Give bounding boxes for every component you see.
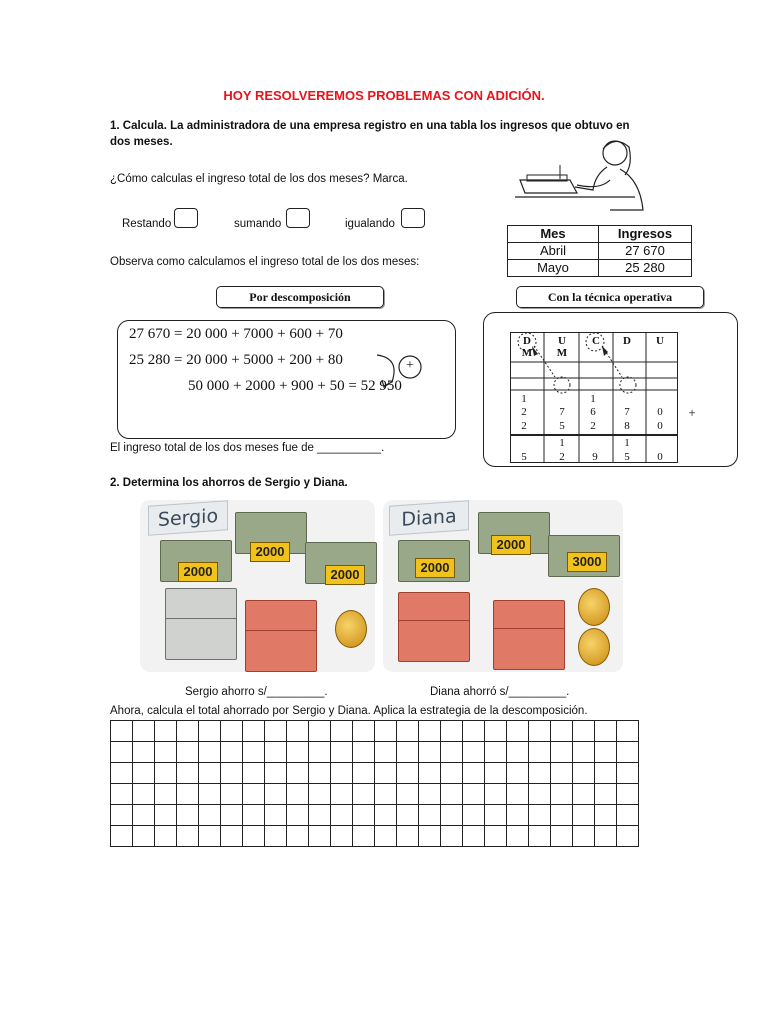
grid-cell[interactable] xyxy=(551,742,573,763)
grid-cell[interactable] xyxy=(507,784,529,805)
grid-cell[interactable] xyxy=(573,784,595,805)
grid-cell[interactable] xyxy=(485,784,507,805)
grid-cell[interactable] xyxy=(221,742,243,763)
grid-cell[interactable] xyxy=(265,763,287,784)
grid-cell[interactable] xyxy=(155,721,177,742)
grid-cell[interactable] xyxy=(287,826,309,847)
grid-cell[interactable] xyxy=(419,721,441,742)
sergio-money-image xyxy=(140,500,375,672)
bill-value-tag: 2000 xyxy=(415,558,455,578)
bill-value-tag: 2000 xyxy=(325,565,365,585)
grid-cell[interactable] xyxy=(331,826,353,847)
grid-row xyxy=(111,742,639,763)
grid-row xyxy=(111,784,639,805)
grid-cell[interactable] xyxy=(177,784,199,805)
grid-cell[interactable] xyxy=(529,721,551,742)
grid-cell[interactable] xyxy=(353,784,375,805)
q1-question: ¿Cómo calculas el ingreso total de los dos meses? Marca. xyxy=(110,173,408,185)
grid-cell[interactable] xyxy=(309,805,331,826)
grid-cell[interactable] xyxy=(309,784,331,805)
grid-cell[interactable] xyxy=(551,721,573,742)
grid-cell[interactable] xyxy=(221,805,243,826)
grid-cell[interactable] xyxy=(397,742,419,763)
page-title: HOY RESOLVEREMOS PROBLEMAS CON ADICIÓN. xyxy=(223,88,545,103)
grid-cell[interactable] xyxy=(287,742,309,763)
option-igualando-label: igualando xyxy=(345,218,395,230)
grid-cell[interactable] xyxy=(507,805,529,826)
grid-cell[interactable] xyxy=(595,784,617,805)
bill-value-tag: 2000 xyxy=(491,535,531,555)
grid-cell[interactable] xyxy=(111,763,133,784)
grid-cell[interactable] xyxy=(243,763,265,784)
grid-cell[interactable] xyxy=(463,763,485,784)
grid-cell[interactable] xyxy=(265,805,287,826)
grid-cell[interactable] xyxy=(177,826,199,847)
income-table xyxy=(507,225,692,277)
grid-cell[interactable] xyxy=(463,805,485,826)
grid-cell[interactable] xyxy=(243,784,265,805)
office-worker-illustration xyxy=(515,135,655,215)
sergio-answer-line: Sergio ahorro s/_________. xyxy=(185,686,328,698)
grid-cell[interactable] xyxy=(155,742,177,763)
grid-cell[interactable] xyxy=(265,721,287,742)
grid-cell[interactable] xyxy=(243,721,265,742)
option-restando-checkbox[interactable] xyxy=(174,208,198,228)
grid-cell[interactable] xyxy=(397,826,419,847)
digit: 2 xyxy=(590,420,596,432)
grid-cell[interactable] xyxy=(199,826,221,847)
bill-value-tag: 2000 xyxy=(250,542,290,562)
method-decomposition-label: Por descomposición xyxy=(216,286,384,308)
grid-cell[interactable] xyxy=(463,721,485,742)
grid-cell[interactable] xyxy=(331,805,353,826)
grid-cell[interactable] xyxy=(507,826,529,847)
carry-digit: 1 xyxy=(624,437,630,449)
grid-cell[interactable] xyxy=(397,763,419,784)
result-digit: 5 xyxy=(521,451,527,463)
place-header-u: U xyxy=(656,335,664,347)
diana-name-card: Diana xyxy=(389,500,469,536)
place-header-um: U M xyxy=(556,335,568,359)
grid-cell[interactable] xyxy=(111,784,133,805)
grid-cell[interactable] xyxy=(309,742,331,763)
grid-cell[interactable] xyxy=(265,742,287,763)
grid-cell[interactable] xyxy=(397,721,419,742)
grid-cell[interactable] xyxy=(287,784,309,805)
grid-cell[interactable] xyxy=(199,721,221,742)
grid-cell[interactable] xyxy=(133,784,155,805)
digit: 7 xyxy=(624,406,630,418)
grid-cell[interactable] xyxy=(441,805,463,826)
grid-cell[interactable] xyxy=(485,721,507,742)
equation-2: 25 280 = 20 000 + 5000 + 200 + 80 xyxy=(129,352,343,368)
bill-image xyxy=(398,620,470,662)
grid-cell[interactable] xyxy=(441,742,463,763)
op-plus-sign: + xyxy=(688,405,696,420)
grid-cell[interactable] xyxy=(441,826,463,847)
grid-cell[interactable] xyxy=(551,784,573,805)
grid-cell[interactable] xyxy=(375,763,397,784)
grid-cell[interactable] xyxy=(353,826,375,847)
grid-cell[interactable] xyxy=(199,763,221,784)
digit: 0 xyxy=(657,420,663,432)
bill-value-tag: 2000 xyxy=(178,562,218,582)
bill-value-tag: 3000 xyxy=(567,552,607,572)
grid-cell[interactable] xyxy=(595,721,617,742)
grid-cell[interactable] xyxy=(463,826,485,847)
grid-cell[interactable] xyxy=(331,763,353,784)
grid-cell[interactable] xyxy=(617,721,639,742)
grid-cell[interactable] xyxy=(265,826,287,847)
place-header-dm: D M xyxy=(521,335,533,359)
work-grid[interactable] xyxy=(110,720,639,847)
table-header: Ingresos xyxy=(599,226,692,243)
grid-cell[interactable] xyxy=(243,826,265,847)
grid-cell[interactable] xyxy=(265,784,287,805)
q2-instruction: Ahora, calcula el total ahorrado por Sergio y Diana. Aplica la estrategia de la descomposición. xyxy=(110,705,588,717)
digit: 8 xyxy=(624,420,630,432)
grid-cell[interactable] xyxy=(529,784,551,805)
grid-cell[interactable] xyxy=(529,805,551,826)
grid-cell[interactable] xyxy=(221,763,243,784)
grid-cell[interactable] xyxy=(375,805,397,826)
grid-cell[interactable] xyxy=(463,742,485,763)
grid-cell[interactable] xyxy=(199,742,221,763)
grid-cell[interactable] xyxy=(287,763,309,784)
q1-heading: 1. Calcula. La administradora de una empresa registro en una tabla los ingresos que obtuvo en dos meses. xyxy=(110,120,630,148)
grid-cell[interactable] xyxy=(485,763,507,784)
grid-cell[interactable] xyxy=(507,763,529,784)
grid-cell[interactable] xyxy=(111,721,133,742)
table-cell: 25 280 xyxy=(599,260,692,277)
coin-image xyxy=(578,628,610,666)
digit: 2 xyxy=(521,406,527,418)
equation-result: 50 000 + 2000 + 900 + 50 = 52 950 xyxy=(188,378,402,394)
grid-cell[interactable] xyxy=(375,826,397,847)
plus-sign: + xyxy=(406,358,414,373)
grid-cell[interactable] xyxy=(397,784,419,805)
grid-cell[interactable] xyxy=(199,805,221,826)
digit: 1 xyxy=(590,393,596,405)
grid-cell[interactable] xyxy=(617,763,639,784)
grid-cell[interactable] xyxy=(485,826,507,847)
option-sumando-checkbox[interactable] xyxy=(286,208,310,228)
digit: 2 xyxy=(521,420,527,432)
result-digit: 0 xyxy=(657,451,663,463)
sergio-name-card: Sergio xyxy=(148,500,228,536)
grid-cell[interactable] xyxy=(485,805,507,826)
grid-cell[interactable] xyxy=(573,742,595,763)
grid-cell[interactable] xyxy=(221,721,243,742)
grid-cell[interactable] xyxy=(551,763,573,784)
grid-cell[interactable] xyxy=(441,721,463,742)
table-cell: 27 670 xyxy=(599,243,692,260)
grid-cell[interactable] xyxy=(287,721,309,742)
grid-cell[interactable] xyxy=(309,826,331,847)
grid-cell[interactable] xyxy=(551,805,573,826)
grid-cell[interactable] xyxy=(617,826,639,847)
grid-row xyxy=(111,721,639,742)
grid-cell[interactable] xyxy=(507,721,529,742)
q2-heading: 2. Determina los ahorros de Sergio y Diana. xyxy=(110,477,348,489)
result-digit: 9 xyxy=(592,451,598,463)
carry-digit: 1 xyxy=(559,437,565,449)
bill-image xyxy=(165,618,237,660)
grid-cell[interactable] xyxy=(375,721,397,742)
grid-row xyxy=(111,763,639,784)
grid-cell[interactable] xyxy=(419,784,441,805)
grid-cell[interactable] xyxy=(177,742,199,763)
grid-cell[interactable] xyxy=(507,742,529,763)
diana-money-image xyxy=(383,500,623,672)
grid-cell[interactable] xyxy=(243,742,265,763)
result-digit: 5 xyxy=(624,451,630,463)
grid-cell[interactable] xyxy=(595,763,617,784)
grid-cell[interactable] xyxy=(243,805,265,826)
coin-image xyxy=(335,610,367,648)
grid-cell[interactable] xyxy=(221,826,243,847)
grid-cell[interactable] xyxy=(221,784,243,805)
grid-cell[interactable] xyxy=(441,763,463,784)
sum-arrow-icon xyxy=(372,350,432,395)
grid-cell[interactable] xyxy=(595,826,617,847)
option-igualando-checkbox[interactable] xyxy=(401,208,425,228)
grid-cell[interactable] xyxy=(155,826,177,847)
diana-answer-line: Diana ahorró s/_________. xyxy=(430,686,570,698)
digit: 1 xyxy=(521,393,527,405)
grid-cell[interactable] xyxy=(331,721,353,742)
option-restando-label: Restando xyxy=(122,218,172,230)
grid-cell[interactable] xyxy=(397,805,419,826)
grid-cell[interactable] xyxy=(551,826,573,847)
grid-cell[interactable] xyxy=(155,805,177,826)
equation-1: 27 670 = 20 000 + 7000 + 600 + 70 xyxy=(129,326,343,342)
table-header: Mes xyxy=(508,226,599,243)
digit: 5 xyxy=(559,420,565,432)
grid-cell[interactable] xyxy=(573,721,595,742)
grid-cell[interactable] xyxy=(133,742,155,763)
observe-text: Observa como calculamos el ingreso total de los dos meses: xyxy=(110,256,420,268)
grid-cell[interactable] xyxy=(573,763,595,784)
digit: 0 xyxy=(657,406,663,418)
grid-cell[interactable] xyxy=(485,742,507,763)
grid-cell[interactable] xyxy=(419,805,441,826)
digit: 7 xyxy=(559,406,565,418)
grid-cell[interactable] xyxy=(353,721,375,742)
grid-cell[interactable] xyxy=(155,763,177,784)
grid-cell[interactable] xyxy=(419,742,441,763)
grid-cell[interactable] xyxy=(133,805,155,826)
grid-cell[interactable] xyxy=(309,763,331,784)
grid-cell[interactable] xyxy=(375,784,397,805)
grid-cell[interactable] xyxy=(529,763,551,784)
grid-cell[interactable] xyxy=(155,784,177,805)
grid-cell[interactable] xyxy=(375,742,397,763)
grid-cell[interactable] xyxy=(529,742,551,763)
grid-cell[interactable] xyxy=(573,826,595,847)
grid-cell[interactable] xyxy=(353,805,375,826)
grid-cell[interactable] xyxy=(353,763,375,784)
table-cell: Mayo xyxy=(508,260,599,277)
grid-cell[interactable] xyxy=(617,784,639,805)
result-digit: 2 xyxy=(559,451,565,463)
grid-cell[interactable] xyxy=(133,763,155,784)
option-sumando-label: sumando xyxy=(234,218,282,230)
bill-image xyxy=(245,630,317,672)
grid-cell[interactable] xyxy=(111,742,133,763)
grid-cell[interactable] xyxy=(111,826,133,847)
grid-cell[interactable] xyxy=(331,742,353,763)
grid-cell[interactable] xyxy=(463,784,485,805)
grid-cell[interactable] xyxy=(199,784,221,805)
grid-cell[interactable] xyxy=(529,826,551,847)
place-header-c: C xyxy=(592,335,600,347)
q1-answer-line: El ingreso total de los dos meses fue de __________. xyxy=(110,442,385,454)
grid-cell[interactable] xyxy=(111,805,133,826)
grid-cell[interactable] xyxy=(419,826,441,847)
digit: 6 xyxy=(590,406,596,418)
place-header-d: D xyxy=(623,335,631,347)
grid-cell[interactable] xyxy=(617,742,639,763)
grid-cell[interactable] xyxy=(133,826,155,847)
grid-cell[interactable] xyxy=(419,763,441,784)
grid-cell[interactable] xyxy=(177,805,199,826)
grid-cell[interactable] xyxy=(287,805,309,826)
grid-cell[interactable] xyxy=(595,742,617,763)
grid-cell[interactable] xyxy=(309,721,331,742)
grid-cell[interactable] xyxy=(573,805,595,826)
grid-row xyxy=(111,826,639,847)
grid-cell[interactable] xyxy=(133,721,155,742)
grid-cell[interactable] xyxy=(441,784,463,805)
grid-cell[interactable] xyxy=(331,784,353,805)
method-operative-label: Con la técnica operativa xyxy=(516,286,704,308)
coin-image xyxy=(578,588,610,626)
grid-row xyxy=(111,805,639,826)
grid-cell[interactable] xyxy=(595,805,617,826)
table-cell: Abril xyxy=(508,243,599,260)
grid-cell[interactable] xyxy=(177,721,199,742)
grid-cell[interactable] xyxy=(617,805,639,826)
grid-cell[interactable] xyxy=(177,763,199,784)
bill-image xyxy=(493,628,565,670)
grid-cell[interactable] xyxy=(353,742,375,763)
